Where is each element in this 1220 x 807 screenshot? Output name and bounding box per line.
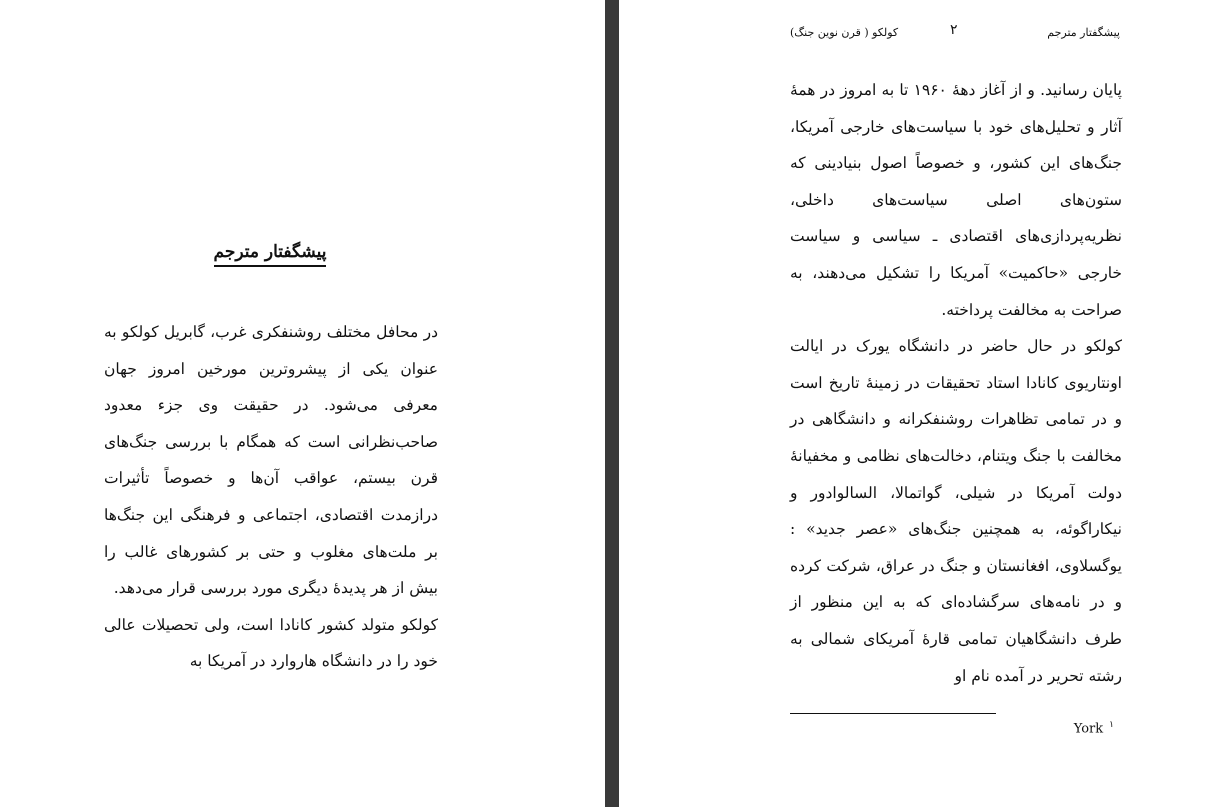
footnote xyxy=(1074,720,1114,736)
header-page-number: ۲ xyxy=(950,22,958,38)
right-page xyxy=(619,0,1220,807)
chapter-title xyxy=(160,242,380,262)
chapter-title-text: پیشگفتار مترجم xyxy=(214,242,327,267)
footnote-marker: ۱ xyxy=(1109,720,1114,730)
paragraph: کولکو در حال حاضر در دانشگاه یورک در ایالت اونتاریوی کانادا استاد تحقیقات در زمینهٔ تاریخ است و در تمامی تظاهرات روشنفکرانه و دانشگاهی در مخالفت با جنگ ویتنام، دخالت‌های نظامی و مخفیانهٔ دولت آمریکا در شیلی، گواتمالا، السالوادور و نیکاراگوئه، به همچنین جنگ‌های «عصر جدید» : یوگسلاوی، افغانستان و جنگ در عراق، شرکت کرده و در نامه‌های سرگشاده‌ای که به این منظور از طرف دانشگاهیان تمامی قارهٔ آمریکای شمالی به رشته تحریر در آمده نام او xyxy=(790,337,1122,685)
page-gutter xyxy=(605,0,619,807)
left-page xyxy=(0,0,605,807)
header-book-title: کولکو ( قرن نوین جنگ) xyxy=(790,26,899,39)
left-body-text xyxy=(104,314,438,680)
right-body-text xyxy=(790,72,1122,694)
header-section-title: پیشگفتار مترجم xyxy=(1047,26,1120,39)
paragraph: در محافل مختلف روشنفکری غرب، گابریل کولکو به عنوان یکی از پیشروترین مورخین امروز جهان معرفی می‌شود. در حقیقت وی جزء معدود صاحب‌نظرانی است که همگام با بررسی جنگ‌های قرن بیستم، عواقب آن‌ها و خصوصاً تأثیرات درازمدت اقتصادی، اجتماعی و فرهنگی این جنگ‌ها بر ملت‌های مغلوب و حتی بر کشورهای غالب را بیش از هر پدیدهٔ دیگری مورد بررسی قرار می‌دهد. xyxy=(104,323,438,598)
footnote-text: York xyxy=(1073,721,1104,737)
paragraph: پایان رسانید. و از آغاز دههٔ ۱۹۶۰ تا به امروز در همهٔ آثار و تحلیل‌های خود با سیاست‌های خارجی آمریکا، جنگ‌های این کشور، و خصوصاً اصول بنیادینی که ستون‌های اصلی سیاست‌های داخلی، نظریه‌پردازی‌های اقتصادی ـ سیاسی و سیاست خارجی «حاکمیت» آمریکا را تشکیل می‌دهند، به صراحت به مخالفت پرداخته. xyxy=(790,81,1122,319)
running-header xyxy=(790,22,1120,42)
paragraph: کولکو متولد کشور کانادا است، ولی تحصیلات عالی خود را در دانشگاه هاروارد در آمریکا به xyxy=(104,615,438,671)
footnote-divider xyxy=(790,713,996,714)
